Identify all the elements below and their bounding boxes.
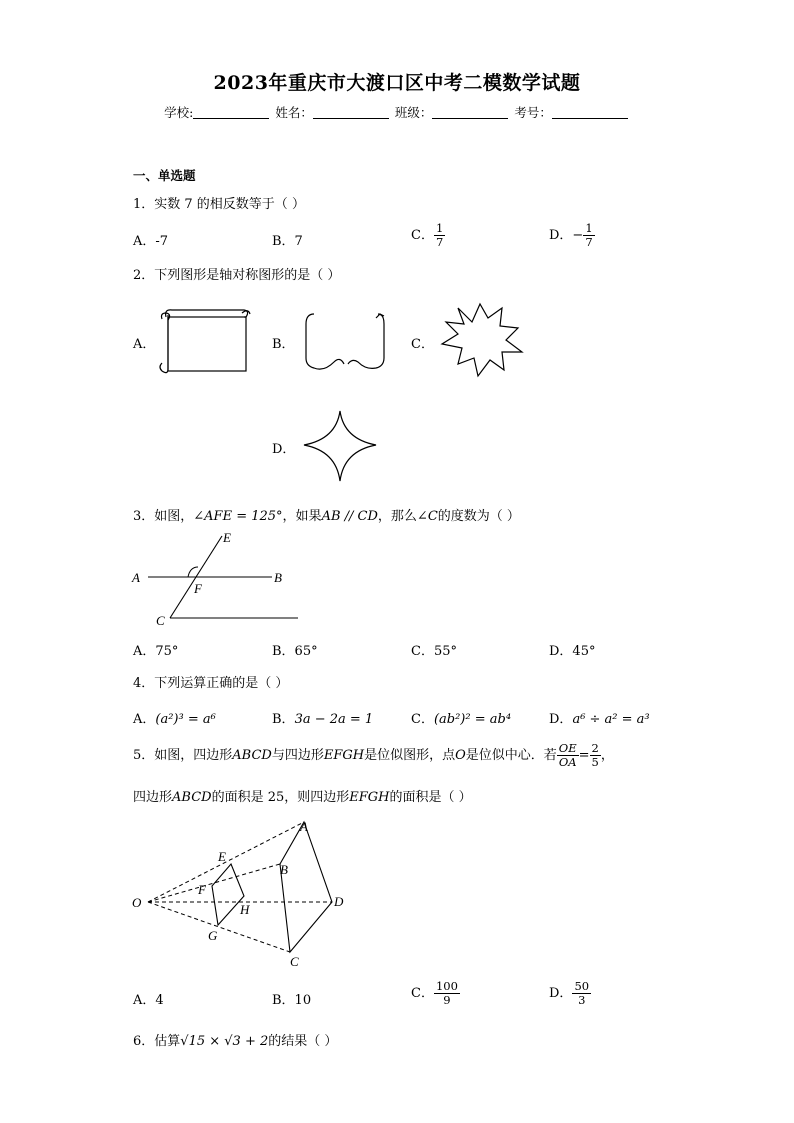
- student-info-row: [0, 103, 794, 121]
- q4-option-b: B．3a − 2a = 1: [272, 712, 374, 727]
- q5-option-b: B．10: [272, 993, 312, 1008]
- q5-option-a: A．4: [133, 993, 164, 1008]
- label-d: D: [334, 894, 344, 909]
- q4-option-a: A．(a²)³ = a⁶: [133, 712, 216, 727]
- starburst-figure: [438, 300, 524, 380]
- bracket-figure: [300, 310, 390, 374]
- section-heading: 一、单选题: [133, 168, 196, 183]
- label-f: F: [194, 581, 202, 596]
- label-f: F: [198, 882, 206, 897]
- q1-option-d: D．− $\frac{1}{7}$: [549, 221, 593, 250]
- value-fraction: $\frac{2}{5}$: [591, 741, 599, 770]
- q1-option-c: C． $\frac{1}{7}$: [411, 221, 444, 250]
- label-g: G: [208, 928, 218, 943]
- q2-option-c: C．: [411, 337, 434, 352]
- q5-stem-line1: 5．如图，四边形ABCD与四边形EFGH是位似图形，点O是位似中心．若 $\frac{OE}{OA}$ = $\frac{2}{5}$ ，: [133, 741, 614, 770]
- q1-stem: 1．实数 7 的相反数等于（ ）: [133, 197, 305, 212]
- q1-option-a: A．-7: [133, 234, 169, 249]
- q5-option-d: D． $\frac{50}{3}$: [549, 979, 590, 1008]
- q3-option-d: D．45°: [549, 644, 596, 659]
- fraction: $\frac{1}{7}$: [585, 221, 593, 250]
- label-e: E: [223, 530, 231, 545]
- q4-option-c: C．(ab²)² = ab⁴: [411, 712, 512, 727]
- name-blank[interactable]: [313, 106, 389, 119]
- q5-option-c: C． $\frac{100}{9}$: [411, 979, 458, 1008]
- q4-stem: 4．下列运算正确的是（ ）: [133, 676, 289, 691]
- school-blank[interactable]: [193, 106, 269, 119]
- parallel-lines-figure: [128, 527, 308, 632]
- label-e: E: [218, 849, 226, 864]
- q2-option-b: B．: [272, 337, 295, 352]
- exam-no-label: 考号：: [514, 105, 552, 120]
- label-a: A: [300, 819, 308, 834]
- ratio-fraction: $\frac{OE}{OA}$: [558, 741, 577, 770]
- exam-no-blank[interactable]: [552, 106, 628, 119]
- q3-option-b: B．65°: [272, 644, 318, 659]
- name-label: 姓名：: [275, 105, 313, 120]
- q2-option-a: A．: [133, 337, 156, 352]
- class-label: 班级：: [394, 105, 433, 120]
- four-point-star-figure: [300, 407, 380, 487]
- label-b: B: [280, 862, 288, 877]
- scroll-figure: [156, 305, 252, 375]
- page-title: 2023年重庆市大渡口区中考二模数学试题: [213, 72, 581, 94]
- q5-stem-line2: 四边形ABCD的面积是 25，则四边形EFGH的面积是（ ）: [133, 790, 472, 805]
- class-blank[interactable]: [432, 106, 508, 119]
- q4-option-d: D．a⁶ ÷ a² = a³: [549, 712, 650, 727]
- fraction: $\frac{1}{7}$: [435, 221, 444, 250]
- q2-stem: 2．下列图形是轴对称图形的是（ ）: [133, 268, 341, 283]
- label-b: B: [274, 570, 282, 585]
- label-c: C: [290, 954, 299, 969]
- label-a: A: [132, 570, 140, 585]
- q1-option-b: B．7: [272, 234, 303, 249]
- q6-stem: 6．估算√15 × √3 + 2的结果（ ）: [133, 1034, 338, 1049]
- q2-option-d: D．: [272, 442, 296, 457]
- label-h: H: [240, 902, 250, 917]
- homothety-figure: [128, 812, 358, 972]
- fraction: $\frac{100}{9}$: [435, 979, 458, 1008]
- q3-option-a: A．75°: [133, 644, 179, 659]
- q3-stem: 3．如图，∠AFE = 125°，如果AB // CD，那么∠C的度数为（ ）: [133, 509, 520, 524]
- q3-option-c: C．55°: [411, 644, 457, 659]
- school-label: 学校:: [164, 105, 194, 120]
- label-c: C: [156, 613, 165, 628]
- label-o: O: [132, 895, 142, 910]
- fraction: $\frac{50}{3}$: [574, 979, 590, 1008]
